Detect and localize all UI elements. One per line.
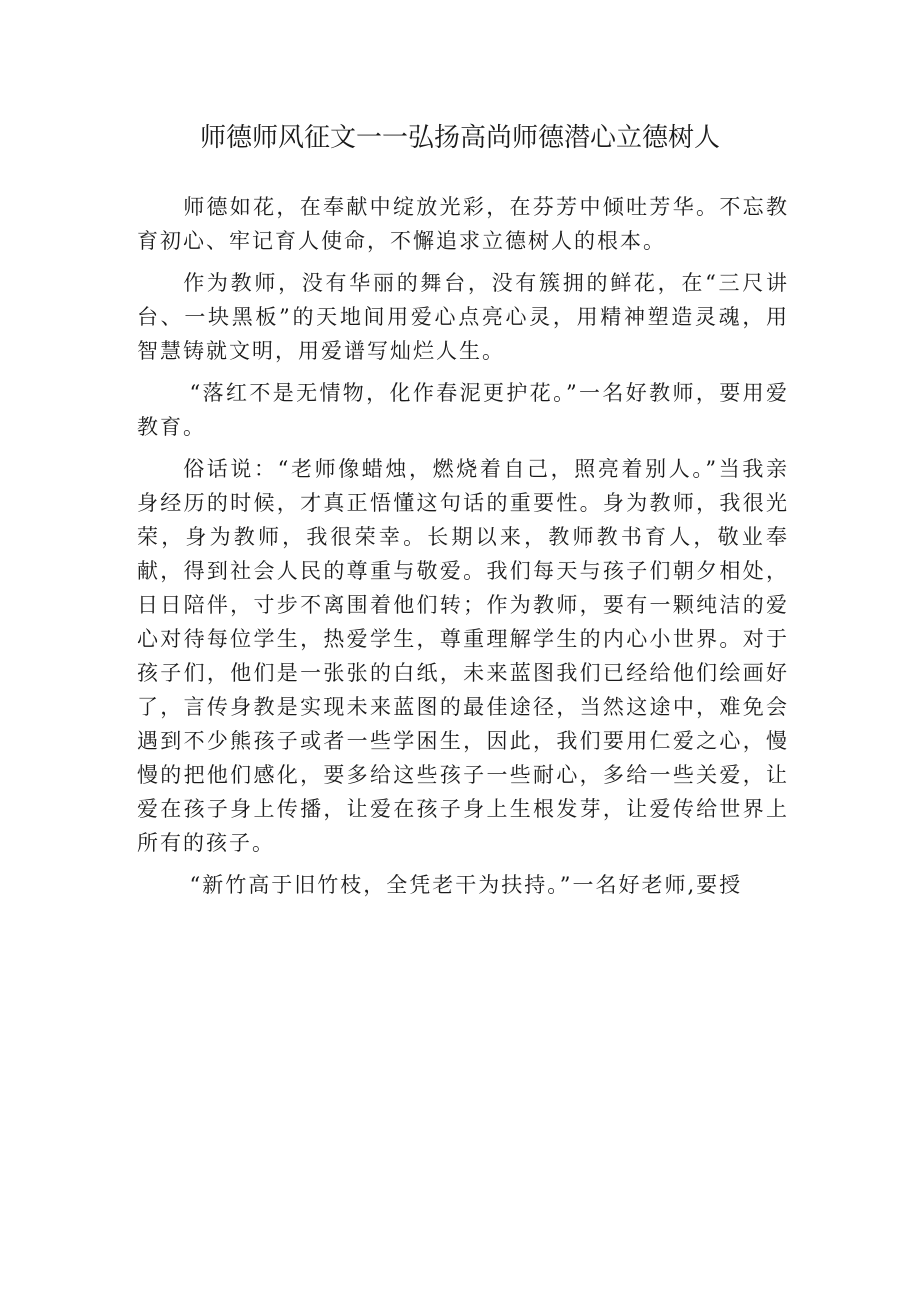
document-body: [137, 190, 789, 910]
paragraph: 俗话说：“老师像蜡烛，燃烧着自己，照亮着别人。”当我亲身经历的时候，才真正悟懂这句话的重要性。身为教师，我很光荣，身为教师，我很荣幸。长期以来，教师教书育人，敬业奉献，得到社会人民的尊重与敬爱。我们每天与孩子们朝夕相处，日日陪伴，寸步不离围着他们转；作为教师，要有一颗纯洁的爱心对待每位学生，热爱学生，尊重理解学生的内心小世界。对于孩子们，他们是一张张的白纸，未来蓝图我们已经给他们绘画好了，言传身教是实现未来蓝图的最佳途径，当然这途中，难免会遇到不少熊孩子或者一些学困生，因此，我们要用仁爱之心，慢慢的把他们感化，要多给这些孩子一些耐心，多给一些关爱，让爱在孩子身上传播，让爱在孩子身上生根发芽，让爱传给世界上所有的孩子。: [137, 457, 789, 855]
paragraph: “新竹高于旧竹枝，全凭老干为扶持。”一名好老师,要授: [189, 873, 743, 897]
paragraph: 作为教师，没有华丽的舞台，没有簇拥的鲜花，在“三尺讲台、一块黑板”的天地间用爱心点亮心灵，用精神塑造灵魂，用智慧铸就文明，用爱谱写灿烂人生。: [137, 271, 789, 363]
paragraph: “落红不是无情物，化作春泥更护花。”一名好教师，要用爱教育。: [137, 381, 789, 439]
document-title: 师德师风征文一一弘扬高尚师德潜心立德树人: [199, 123, 720, 153]
paragraph: 师德如花，在奉献中绽放光彩，在芬芳中倾吐芳华。不忘教育初心、牢记育人使命，不懈追求立德树人的根本。: [137, 195, 789, 253]
